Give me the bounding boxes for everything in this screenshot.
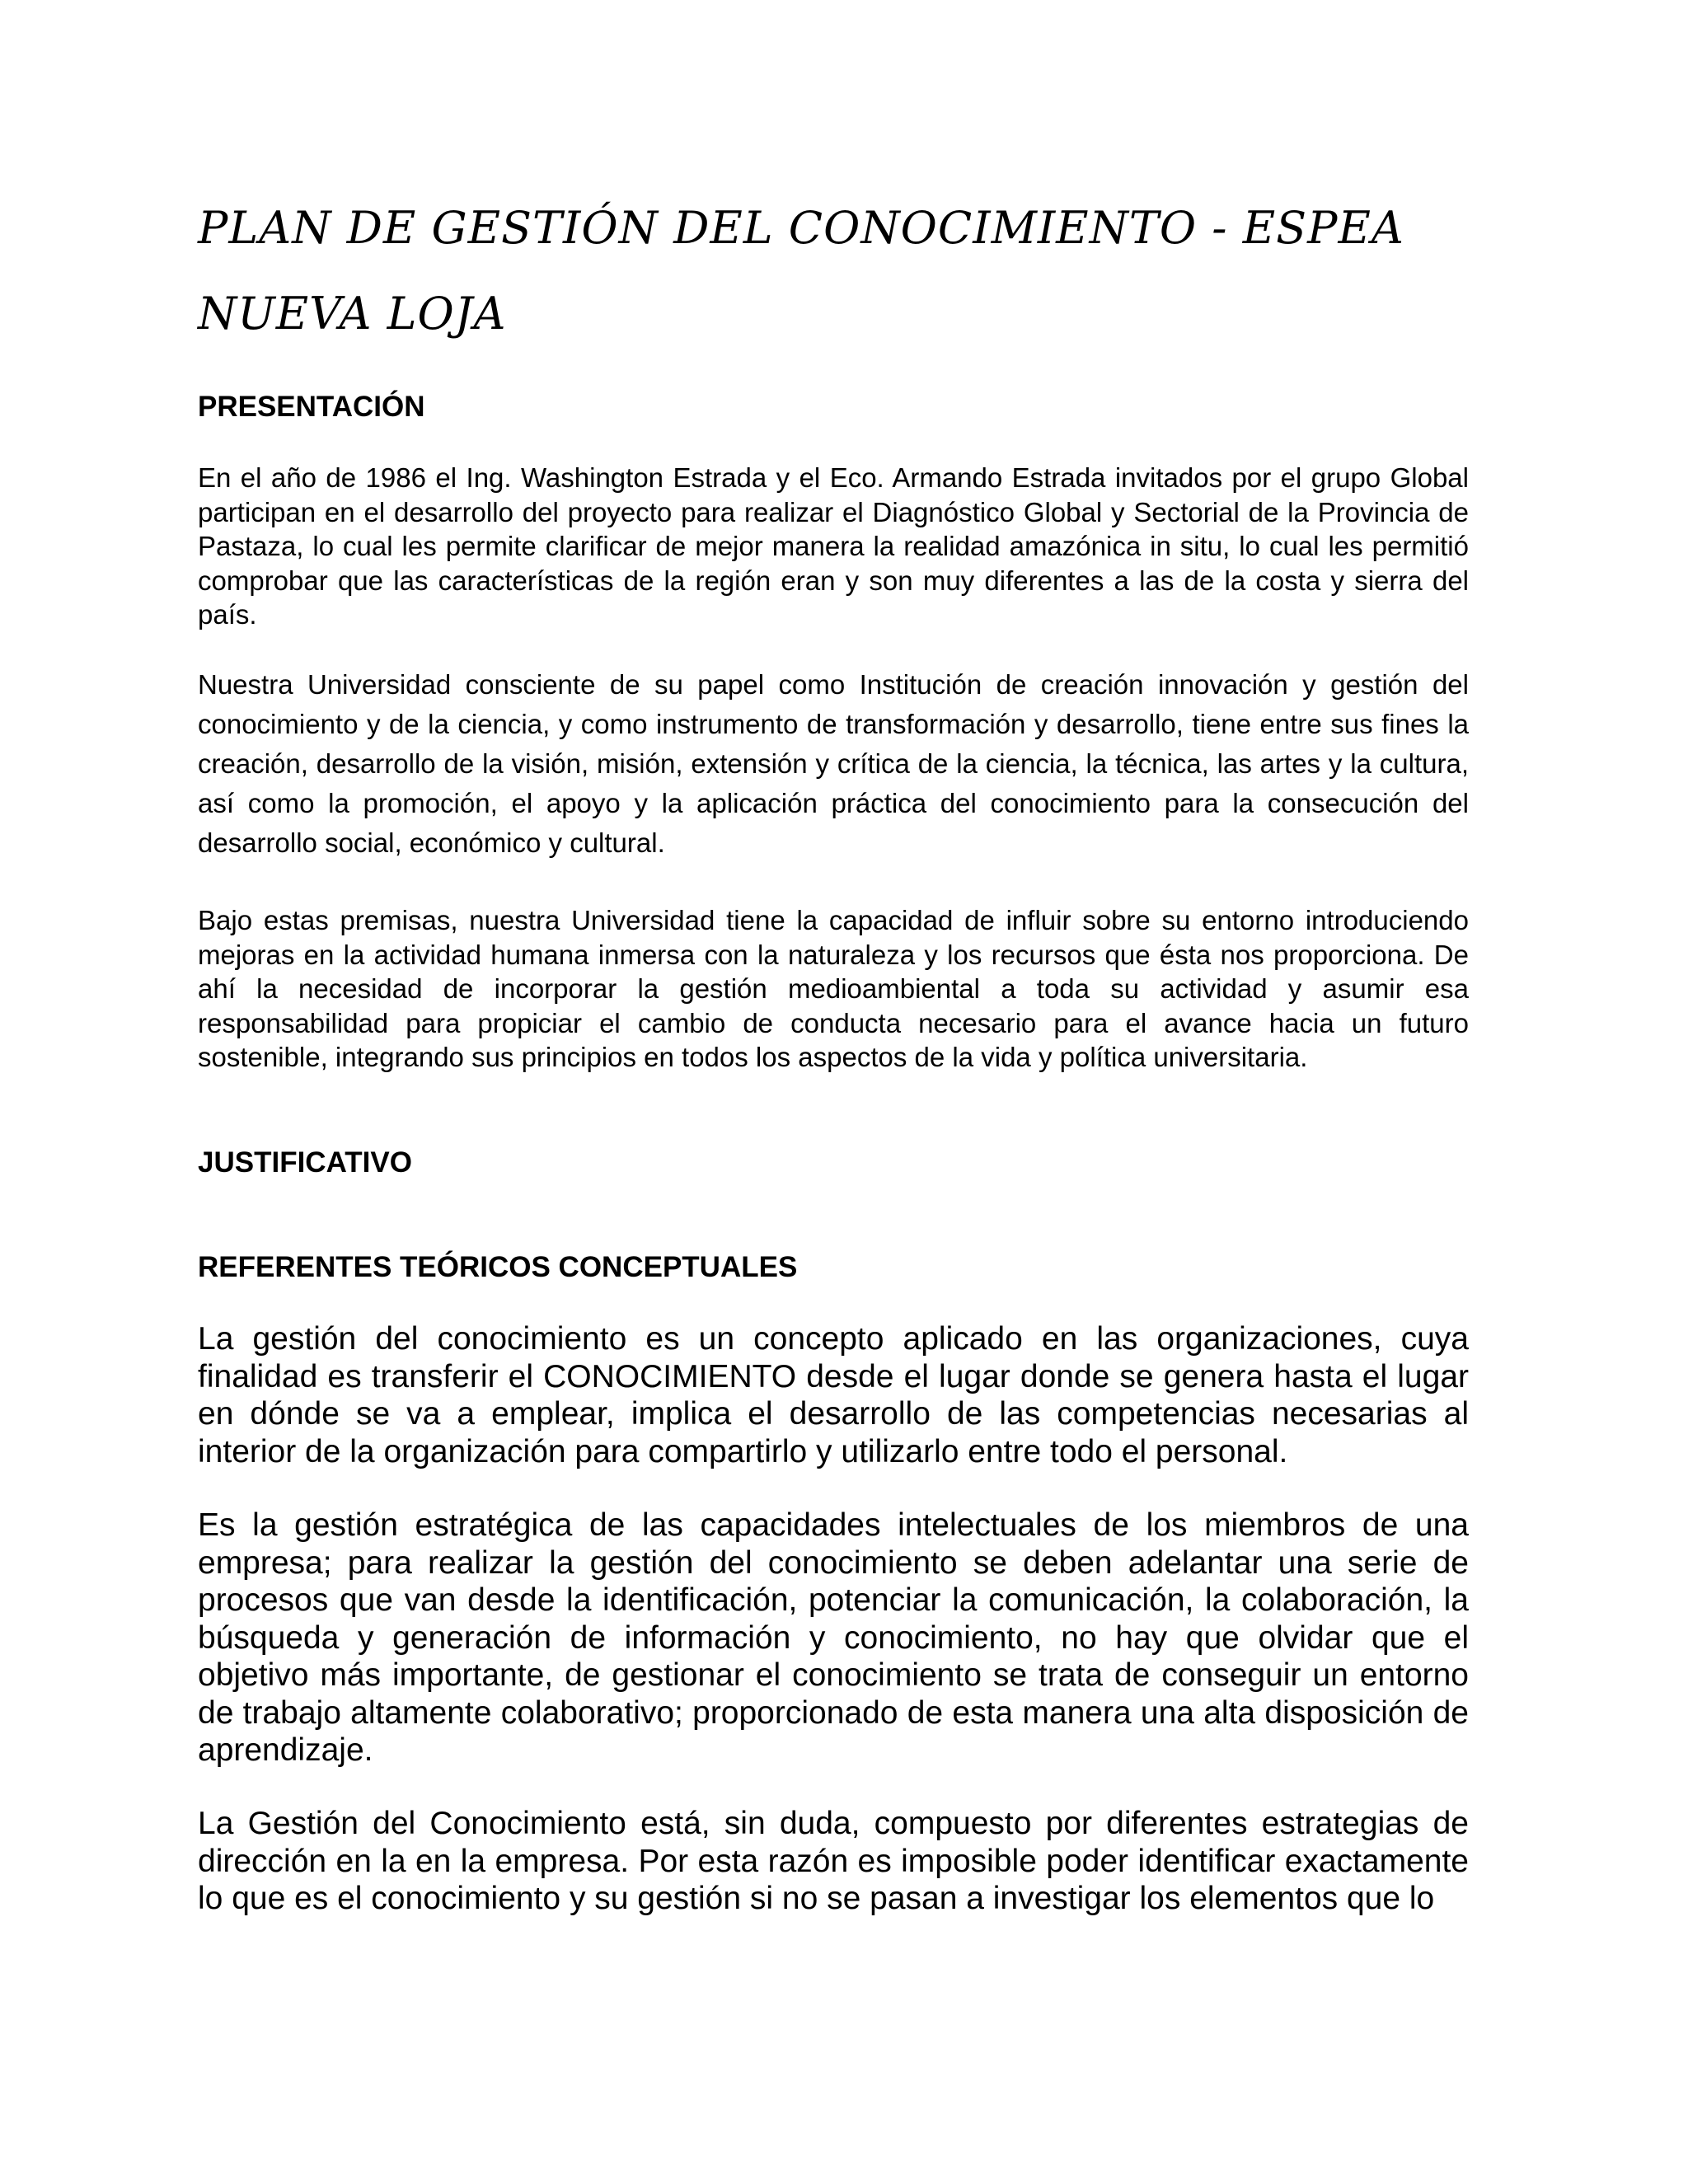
document-title: PLAN DE GESTIÓN DEL CONOCIMIENTO - ESPEA NUEVA LOJA (198, 202, 1404, 340)
referentes-paragraph-3: La Gestión del Conocimiento está, sin duda, compuesto por diferentes estrategias de dirección en la en la empresa. Por esta razón es imposible poder identificar exactamente lo que es el conocimiento y su gestión si no se pasan a investigar los elementos que lo (198, 1806, 1469, 1916)
presentacion-paragraph-2: Nuestra Universidad consciente de su papel como Institución de creación innovación y gestión del conocimiento y de la ciencia, y como instrumento de transformación y desarrollo, tiene entre sus fines la creación, desarrollo de la visión, misión, extensión y crítica de la ciencia, la técnica, las artes y la cultura, así como la promoción, el apoyo y la aplicación práctica del conocimiento para la consecución del desarrollo social, económico y cultural. (198, 669, 1469, 858)
presentacion-paragraph-1: En el año de 1986 el Ing. Washington Estrada y el Eco. Armando Estrada invitados por el grupo Global participan en el desarrollo del proyecto para realizar el Diagnóstico Global y Sectorial de la Provincia de Pastaza, lo cual les permite clarificar de mejor manera la realidad amazónica in situ, lo cual les permitió comprobar que las características de la región eran y son muy diferentes a las de la costa y sierra del país. (198, 462, 1469, 630)
heading-referentes-teoricos: REFERENTES TEÓRICOS CONCEPTUALES (198, 1251, 798, 1283)
heading-presentacion: PRESENTACIÓN (198, 391, 425, 423)
referentes-paragraph-2: Es la gestión estratégica de las capacidades intelectuales de los miembros de una empresa; para realizar la gestión del conocimiento se deben adelantar una serie de procesos que van desde la identificación, potenciar la comunicación, la colaboración, la búsqueda y generación de información y conocimiento, no hay que olvidar que el objetivo más importante, de gestionar el conocimiento se trata de conseguir un entorno de trabajo altamente colaborativo; proporcionado de esta manera una alta disposición de aprendizaje. (198, 1507, 1469, 1768)
presentacion-paragraph-3: Bajo estas premisas, nuestra Universidad tiene la capacidad de influir sobre su entorno introduciendo mejoras en la actividad humana inmersa con la naturaleza y los recursos que ésta nos proporciona. De ahí la necesidad de incorporar la gestión medioambiental a toda su actividad y asumir esa responsabilidad para propiciar el cambio de conducta necesario para el avance hacia un futuro sostenible, integrando sus principios en todos los aspectos de la vida y política universitaria. (198, 905, 1469, 1072)
referentes-paragraph-1: La gestión del conocimiento es un concepto aplicado en las organizaciones, cuya finalidad es transferir el CONOCIMIENTO desde el lugar donde se genera hasta el lugar en dónde se va a emplear, implica el desarrollo de las competencias necesarias al interior de la organización para compartirlo y utilizarlo entre todo el personal. (198, 1321, 1469, 1469)
heading-justificativo: JUSTIFICATIVO (198, 1146, 412, 1179)
